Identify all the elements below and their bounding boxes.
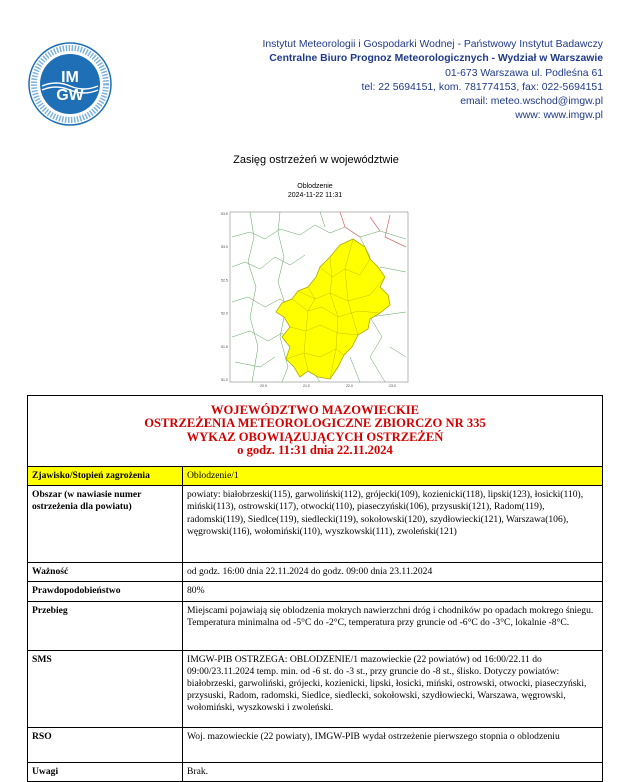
row-label: Prawdopodobieństwo	[28, 582, 183, 601]
table-row-course	[28, 601, 602, 650]
longitude-label: 21.0	[303, 384, 310, 387]
row-value: Brak.	[183, 762, 603, 781]
map-section-title: Zasięg ostrzeżeń w województwie	[233, 154, 399, 166]
row-value: IMGW-PIB OSTRZEGA: OBLODZENIE/1 mazowieckie (22 powiatów) od 16:00/22.11 do 09:00/23.11.2024 temp. min. od -6 st. do -3 st., przy gruncie do -8 st., ślisko. Dotyczy powiatów: białobrzeski, garwoliński, grójecki, kozienicki, lipski, łosicki, miński, ostrowski, otwocki, piaseczyński, przysuski, Radom, radomski, Siedlce, siedlecki, sokołowski, szydłowiecki, Warszawa, węgrowski, wołomiński, wyszkowski i zwoleński.	[183, 650, 603, 727]
table-row-rso	[28, 727, 602, 762]
warning-map	[220, 207, 410, 387]
row-label: Uwagi	[28, 762, 183, 781]
row-value: Oblodzenie/1	[183, 467, 603, 486]
table-row-area	[28, 486, 602, 563]
row-label: Zjawisko/Stopień zagrożenia	[28, 467, 183, 486]
table-row-probability	[28, 582, 602, 601]
warning-bulletin	[27, 395, 603, 782]
row-label: Obszar (w nawiasie numer ostrzeżenia dla powiatu)	[28, 486, 183, 563]
longitude-label: 20.0	[260, 384, 267, 387]
header-institute: Instytut Meteorologii i Gospodarki Wodnej - Państwowy Instytut Badawczy	[262, 39, 603, 50]
header-phone: tel: 22 5694151, kom. 781774153, fax: 022-5694151	[361, 81, 603, 93]
row-label: Ważność	[28, 563, 183, 582]
row-value: 80%	[183, 582, 603, 601]
row-label: Przebieg	[28, 601, 183, 650]
bulletin-header	[28, 396, 602, 467]
map-phenomenon: Oblodzenie	[297, 183, 333, 190]
table-row-phenomenon	[28, 467, 602, 486]
imgw-logo	[28, 42, 112, 126]
latitude-label: 51.5	[221, 344, 228, 349]
map-datetime: 2024-11-22 11:31	[287, 192, 343, 199]
latitude-label: 53.5	[221, 212, 228, 216]
logo-text-top: IM	[61, 69, 79, 86]
warning-table	[28, 467, 602, 782]
header-address: 01-673 Warszawa ul. Podleśna 61	[445, 67, 603, 79]
bulletin-region: WOJEWÓDZTWO MAZOWIECKIE	[210, 403, 420, 417]
table-row-validity	[28, 563, 602, 582]
header-website[interactable]: www: www.imgw.pl	[515, 110, 603, 122]
longitude-label: 22.0	[346, 384, 353, 387]
row-label: RSO	[28, 727, 183, 762]
table-row-sms	[28, 650, 602, 727]
header-department: Centralne Biuro Prognoz Meteorologicznych - Wydział w Warszawie	[269, 53, 603, 65]
row-label: SMS	[28, 650, 183, 727]
bulletin-series: OSTRZEŻENIA METEOROLOGICZNE ZBIORCZO NR 335	[144, 416, 486, 431]
row-value: Woj. mazowieckie (22 powiaty), IMGW-PIB wydał ostrzeżenie pierwszego stopnia o oblodzeniu	[183, 727, 603, 762]
row-value: od godz. 16:00 dnia 22.11.2024 do godz. 09:00 dnia 23.11.2024	[183, 563, 603, 582]
latitude-label: 53.0	[221, 245, 228, 250]
longitude-labels	[260, 384, 396, 387]
map-caption	[270, 182, 360, 200]
latitude-label: 52.0	[221, 311, 228, 316]
row-value: powiaty: białobrzeski(115), garwoliński(112), grójecki(109), kozienicki(118), lipski(123), łosicki(110), miński(113), ostrowski(117), otwocki(110), piaseczyński(106), przysuski(121), Radom(119), radomski(119), Siedlce(119), siedlecki(119), sokołowski(120), szydłowiecki(121), Warszawa(106), węgrowski(116), wołomiński(110), wyszkowski(111), zwoleński(121)	[183, 486, 603, 563]
row-value: Miejscami pojawiają się oblodzenia mokrych nawierzchni dróg i chodników po opadach mokrego śniegu. Temperatura minimalna od -5°C do -2°C, temperatura przy gruncie od -6°C do -3°C, lokalnie -8°C.	[183, 601, 603, 650]
bulletin-list-title: WYKAZ OBOWIĄZUJĄCYCH OSTRZEŻEŃ	[186, 429, 444, 444]
institution-header	[203, 38, 603, 124]
header-email[interactable]: email: meteo.wschod@imgw.pl	[460, 96, 603, 108]
latitude-label: 51.0	[221, 378, 228, 382]
bulletin-time: o godz. 11:31 dnia 22.11.2024	[237, 443, 393, 458]
latitude-label: 52.5	[221, 278, 228, 283]
latitude-labels	[221, 212, 228, 382]
logo-text-bottom: GW	[56, 87, 84, 104]
longitude-label: 23.0	[389, 384, 396, 387]
table-row-remarks	[28, 762, 602, 781]
